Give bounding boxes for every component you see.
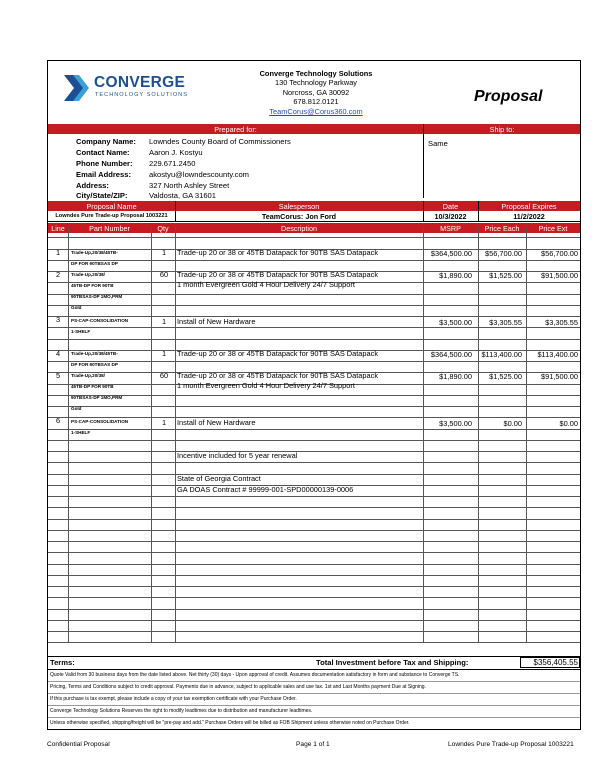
item-part: Gold (71, 406, 82, 411)
info-proposal-name-header: Proposal Name (86, 202, 137, 211)
item-msrp: $364,500.00 (430, 350, 472, 359)
item-msrp: $3,500.00 (439, 419, 472, 428)
company-address1: 130 Technology Parkway (274, 78, 358, 88)
info-date-header: Date (442, 202, 459, 211)
item-line: 4 (55, 349, 61, 358)
item-line: 5 (55, 371, 61, 380)
doc-title: Proposal (474, 88, 543, 105)
fine-print: Quote Valid from 30 business days from the date listed above. Net thirty (30) days - Upon approval of credit. Assumes documentation satisfactory in form and substance to Converge TS. (50, 672, 460, 678)
info-proposal-name: Lowndes Pure Trade-up Proposal 1003221 (55, 213, 168, 219)
col-line: Line (51, 224, 65, 233)
ship-to-header: Ship to: (489, 125, 515, 134)
items-layer (48, 61, 580, 661)
item-qty: 1 (161, 317, 167, 326)
item-part: Trade-Up,20/38/ (71, 373, 105, 378)
info-salesperson-header: Salesperson (278, 202, 320, 211)
item-msrp: $364,500.00 (430, 249, 472, 258)
fine-print: If this purchase is tax exempt, please include a copy of your tax exemption certificate with your Purchase Order. (50, 696, 297, 702)
item-part: 45TB-DP FOR 90TB (71, 283, 114, 288)
note-incentive: Incentive included for 5 year renewal (177, 451, 298, 460)
item-part: Trade-Up,20/38/45TB- (71, 351, 118, 356)
item-qty: 1 (161, 248, 167, 257)
item-line: 3 (55, 315, 61, 324)
item-part: Trade-Up,20/38/45TB- (71, 250, 118, 255)
item-part: Trade-Up,20/38/ (71, 272, 105, 277)
item-part: 1-SHELF (71, 430, 91, 435)
item-msrp: $3,500.00 (439, 318, 472, 327)
total-value: $356,405.55 (520, 657, 580, 668)
col-desc: Description (281, 224, 317, 233)
footer-left: Confidential Proposal (47, 741, 110, 748)
company-name: Converge Technology Solutions (259, 69, 373, 78)
col-msrp: MSRP (440, 224, 461, 233)
item-each: $113,400.00 (481, 350, 522, 359)
company-email-link[interactable]: TeamCorus@Corus360.com (269, 106, 363, 116)
item-line: 2 (55, 270, 61, 279)
item-desc: Trade-up 20 or 38 or 45TB Datapack for 90TB SAS Datapack (177, 248, 379, 257)
item-ext: $3,305.55 (545, 318, 578, 327)
item-part: Gold (71, 305, 82, 310)
item-each: $3,305.55 (489, 318, 522, 327)
item-ext: $113,400.00 (537, 350, 578, 359)
item-desc: Trade-up 20 or 38 or 45TB Datapack for 90TB SAS Datapack (177, 371, 379, 380)
item-ext: $91,500.00 (541, 372, 578, 381)
prepared-for-fields: Company Name: Lowndes County Board of Commissioners Contact Name: Aaron J. Kostyu Phone Number: 229.671.2450 Email Address: akostyu@lowndescounty.com Address: 327 North Ashley Street City/State/ZIP: Valdosta, GA 31601 (76, 137, 291, 200)
item-desc: Trade-up 20 or 38 or 45TB Datapack for 90TB SAS Datapack (177, 270, 379, 279)
fine-print: Converge Technology Solutions Reserves the right to modify leadtimes due to distribution and manufacturer leadtimes. (50, 708, 313, 714)
fine-print: Unless otherwise specified, shipping/freight will be "pre-pay and add." Purchase Orders will be billed as FOB Shipment unless otherwise noted on Purchase Order. (50, 720, 410, 726)
proposal-sheet (47, 60, 581, 730)
col-ext: Price Ext (538, 224, 568, 233)
col-each: Price Each (484, 224, 520, 233)
item-desc: 1 month Evergreen Gold 4 Hour Delivery 24/7 Support (177, 381, 355, 390)
company-address2: Norcross, GA 30092 (282, 87, 350, 97)
terms-row (48, 657, 580, 668)
item-part: 1-SHELF (71, 329, 91, 334)
item-desc: Trade-up 20 or 38 or 45TB Datapack for 90TB SAS Datapack (177, 349, 379, 358)
footer-right: Lowndes Pure Trade-up Proposal 1003221 (448, 741, 574, 748)
total-label: Total Investment before Tax and Shipping: (316, 658, 469, 667)
note-contract-number: GA DOAS Contract # 99999-001-SPD00000139-0006 (177, 485, 354, 494)
item-each: $1,525.00 (489, 271, 522, 280)
col-part: Part Number (89, 224, 130, 233)
item-line: 6 (55, 416, 61, 425)
info-date: 10/3/2022 (434, 212, 467, 221)
item-ext: $56,700.00 (541, 249, 578, 258)
item-part: DP FOR 90TBSAS DP (71, 362, 118, 367)
note-contract: State of Georgia Contract (177, 474, 261, 483)
item-each: $1,525.00 (489, 372, 522, 381)
item-each: $56,700.00 (485, 249, 522, 258)
terms-label: Terms: (50, 658, 75, 667)
footer-page: Page 1 of 1 (296, 741, 330, 748)
item-qty: 1 (161, 418, 167, 427)
item-part: 90TBSAS-DP 1MO,PRM (71, 294, 123, 299)
logo-tagline: TECHNOLOGY SOLUTIONS (95, 92, 188, 98)
info-expires: 11/2/2022 (513, 212, 545, 221)
prepared-for-header: Prepared for: (214, 125, 257, 134)
item-qty: 1 (161, 349, 167, 358)
logo-wordmark: CONVERGE (94, 74, 186, 91)
item-line: 1 (55, 248, 61, 257)
item-msrp: $1,890.00 (439, 271, 472, 280)
item-part: PS-CAP-CONSOLIDATION (71, 318, 129, 323)
fine-print: Pricing, Terms and Conditions subject to credit approval. Payments due in advance, subject to applicable sales and use tax. 1st and Last Months payment Due at Signing. (50, 684, 426, 690)
item-desc: 1 month Evergreen Gold 4 Hour Delivery 24/7 Support (177, 280, 355, 289)
item-qty: 60 (159, 371, 169, 380)
ship-to-value: Same (428, 139, 448, 148)
item-qty: 60 (159, 270, 169, 279)
item-ext: $91,500.00 (541, 271, 578, 280)
info-salesperson: TeamCorus: Jon Ford (261, 212, 337, 221)
item-desc: Install of New Hardware (177, 317, 256, 326)
company-phone: 678.812.0121 (293, 97, 339, 107)
item-each: $0.00 (503, 419, 522, 428)
item-ext: $0.00 (559, 419, 578, 428)
item-part: 90TBSAS-DP 1MO,PRM (71, 395, 123, 400)
item-desc: Install of New Hardware (177, 418, 256, 427)
info-expires-header: Proposal Expires (501, 202, 557, 211)
item-part: 45TB-DP FOR 90TB (71, 384, 114, 389)
col-qty: Qty (157, 224, 169, 233)
item-msrp: $1,890.00 (439, 372, 472, 381)
item-part: PS-CAP-CONSOLIDATION (71, 419, 129, 424)
item-part: DP FOR 90TBSAS DP (71, 261, 118, 266)
